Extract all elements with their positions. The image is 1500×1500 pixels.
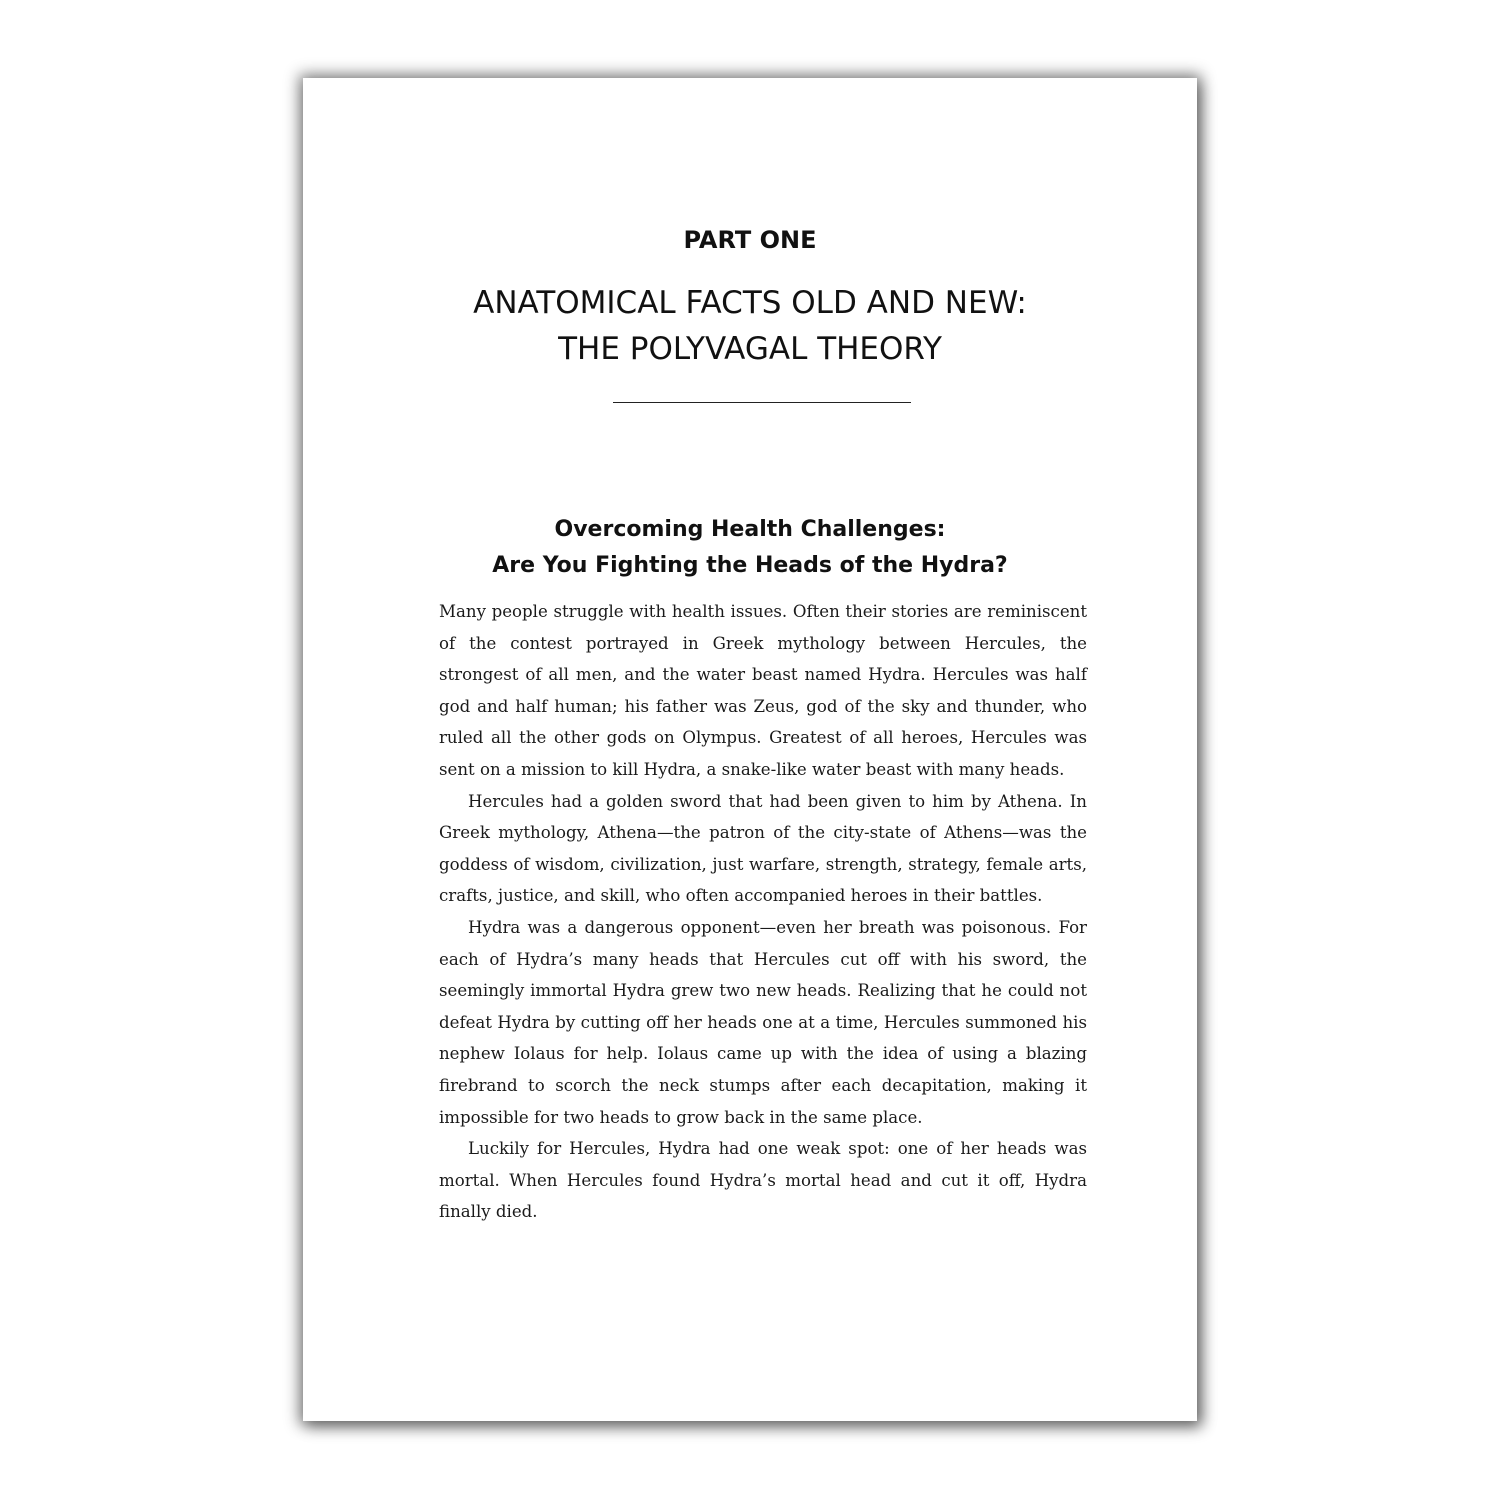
paragraph: Hydra was a dangerous opponent—even her breath was poisonous. For each of Hydra’s many heads that Hercules cut off with his sword, the seemingly immortal Hydra grew two new heads. Realizing that he could not defeat Hydra by cutting off her heads one at a time, Hercules summoned his nephew Iolaus for help. Iolaus came up with the idea of using a blazing firebrand to scorch the neck stumps after each decapitation, making it impossible for two heads to grow back in the same place. [439,917,1087,1127]
section-heading [303,512,1197,584]
part-title-line: THE POLYVAGAL THEORY [558,331,942,367]
section-heading-line: Are You Fighting the Heads of the Hydra? [492,553,1008,578]
paragraph: Luckily for Hercules, Hydra had one weak spot: one of her heads was mortal. When Hercules found Hydra’s mortal head and cut it off, Hydra finally died. [439,1139,1087,1222]
paragraph: Many people struggle with health issues. Often their stories are reminiscent of the contest portrayed in Greek mythology between Hercules, the strongest of all men, and the water beast named Hydra. Hercules was half god and half human; his father was Zeus, god of the sky and thunder, who ruled all the other gods on Olympus. Greatest of all heroes, Hercules was sent on a mission to kill Hydra, a snake-like water beast with many heads. [439,602,1087,779]
part-label: PART ONE [683,226,817,254]
title-divider [613,402,911,403]
part-title [303,280,1197,372]
paragraph: Hercules had a golden sword that had been given to him by Athena. In Greek mythology, Athena—the patron of the city-state of Athens—was the goddess of wisdom, civilization, just warfare, strength, strategy, female arts, crafts, justice, and skill, who often accompanied heroes in their battles. [439,791,1087,906]
book-page [303,78,1197,1421]
part-title-line: ANATOMICAL FACTS OLD AND NEW: [473,285,1027,321]
body-text [439,596,1087,1228]
section-heading-line: Overcoming Health Challenges: [554,517,946,542]
